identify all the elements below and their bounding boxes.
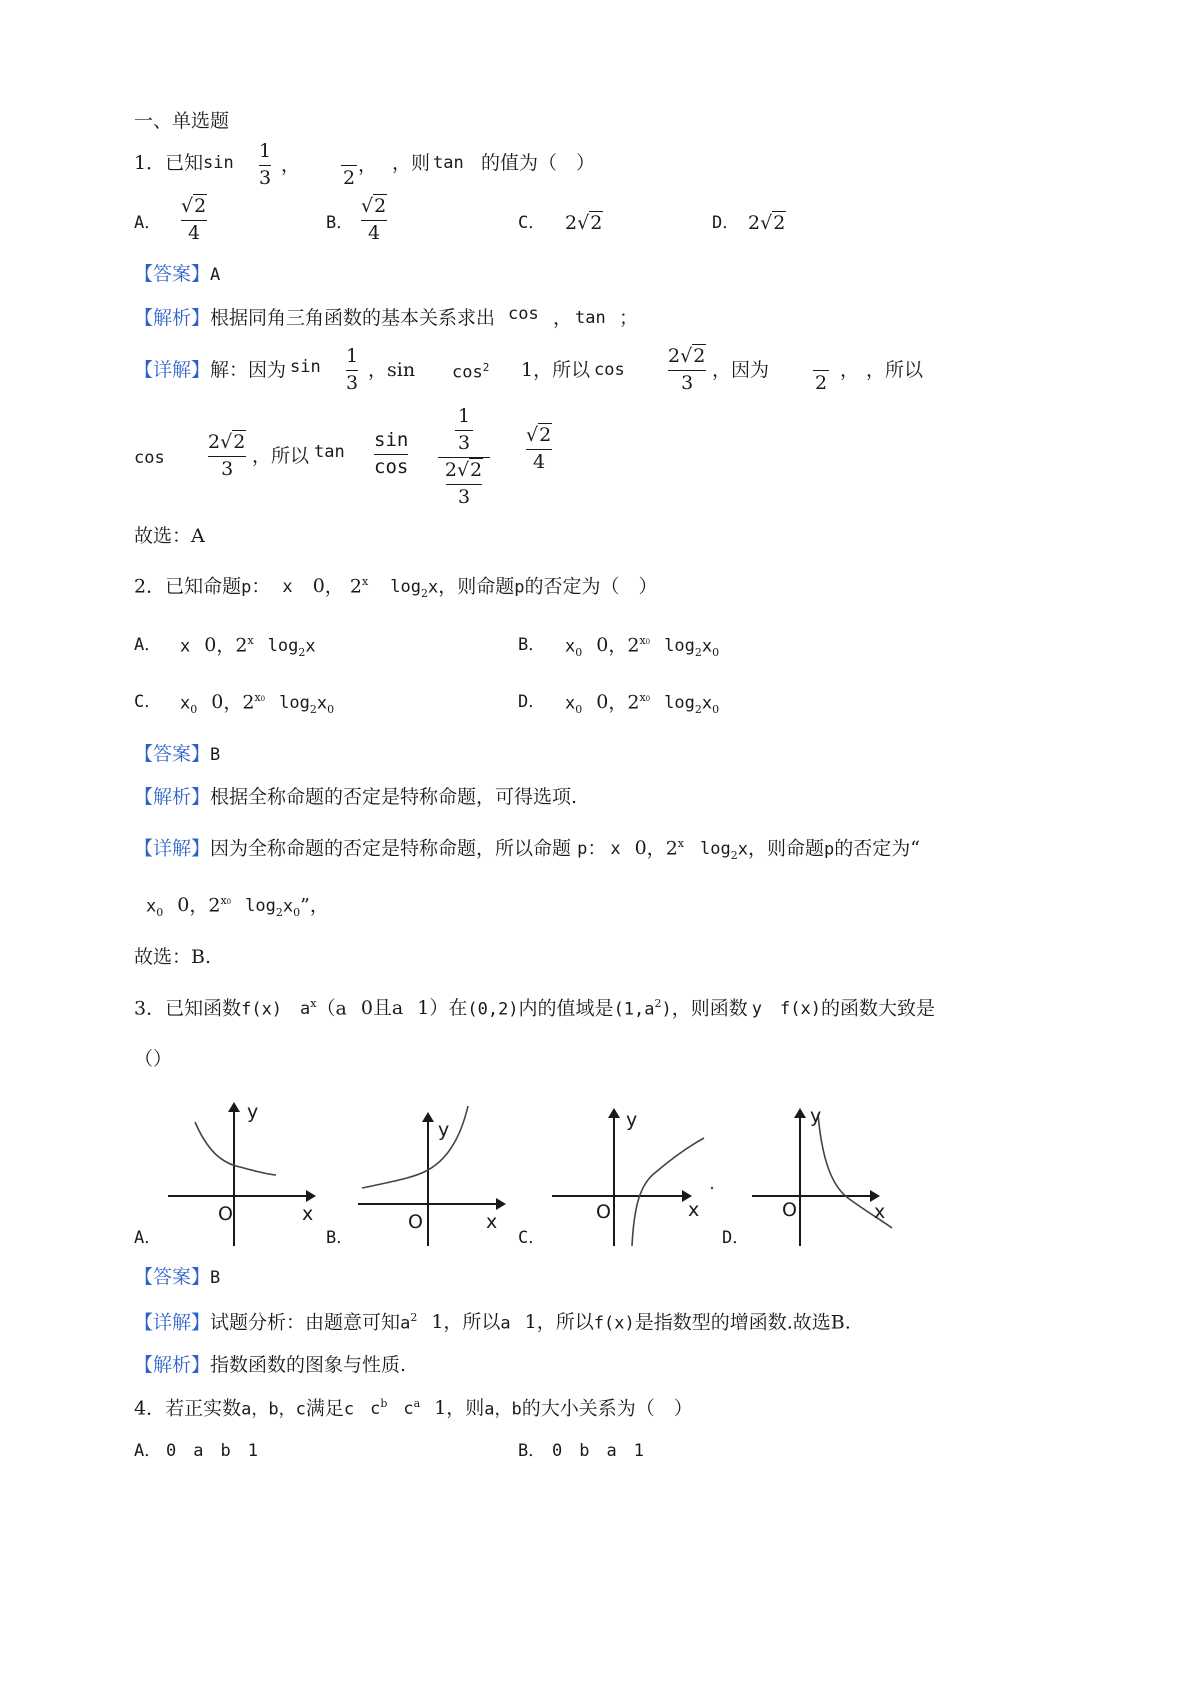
q1-detail-because: ，因为 xyxy=(712,359,770,381)
q3-a-axis-y: y xyxy=(247,1101,259,1123)
q1-analysis-comma: ， xyxy=(553,307,573,329)
q1-detail-cos2: $\cos^2$ xyxy=(452,361,490,383)
q1-line2-cos: cos xyxy=(134,448,165,468)
q1-option-c-value: 2√2 xyxy=(565,212,603,234)
q2-option-c-value: $x_0$ 0，$2^{x0}$ $\log_2x_0$ xyxy=(180,691,335,717)
q1-line2-sin-over-cos: sin cos xyxy=(374,429,409,478)
q1-frac-den: 3 xyxy=(259,166,272,189)
section-title: 一、单选题 xyxy=(134,110,230,132)
q1-tan: tan xyxy=(433,153,464,173)
q3-option-c-label: C． xyxy=(518,1228,546,1248)
q2-option-b-label: B． xyxy=(518,635,546,655)
q1-option-a-label: A． xyxy=(134,213,162,233)
q1-frac-num: 1 xyxy=(259,140,272,162)
q2-stem: 2．已知命题p： x 0， 2$^x$ $\log_2x$，则命题p的否定为（ ） xyxy=(134,575,658,601)
q1-detail-comma: ， xyxy=(840,359,860,381)
q1-then: ，则 xyxy=(392,152,431,174)
q4-option-a-label: A． xyxy=(134,1441,162,1461)
q1-detail-frac-one-third: 1 3 xyxy=(346,345,359,394)
q1-fraction-half xyxy=(341,141,357,190)
q3-graph-a xyxy=(160,1100,320,1250)
q1-conclusion: 故选：A xyxy=(134,525,205,547)
q2-answer: 【答案】B xyxy=(134,743,221,765)
q2-analysis: 【解析】根据全称命题的否定是特称命题，可得选项. xyxy=(134,786,578,808)
q3-graph-b xyxy=(350,1100,510,1250)
q3-b-axis-x: x xyxy=(486,1211,498,1233)
q4-option-b-value: 0 b a 1 xyxy=(552,1441,644,1461)
q3-d-axis-x: x xyxy=(874,1201,886,1223)
q3-analysis: 【解析】指数函数的图象与性质. xyxy=(134,1354,407,1376)
q1-line2-tan: tan xyxy=(314,442,345,462)
q1-half-den: 2 xyxy=(342,166,356,189)
q2-detail: 【详解】因为全称命题的否定是特称命题，所以命题 p： x 0，2$^x$ $\log_2x$，则命题p的否定为“ xyxy=(134,837,920,863)
q1-detail-one-so: 1，所以 xyxy=(521,359,591,381)
q3-a-origin: O xyxy=(218,1203,233,1225)
q1-fraction-one-third xyxy=(259,141,271,190)
q1-option-d-label: D． xyxy=(712,213,740,233)
q3-b-origin: O xyxy=(408,1211,423,1233)
q3-option-d-label: D． xyxy=(722,1228,750,1248)
q1-option-d-value: 2√2 xyxy=(748,212,786,234)
q1-comma-2: ， xyxy=(358,154,378,176)
q2-option-d-value: $x_0$ 0，$2^{x0}$ $\log_2x_0$ xyxy=(565,691,720,717)
q3-d-origin: O xyxy=(782,1199,797,1221)
q1-detail-sin2: ，sin xyxy=(368,359,416,381)
q1-option-a-value: √2 4 xyxy=(181,195,207,244)
q3-answer: 【答案】B xyxy=(134,1266,221,1288)
q1-option-b-value: √2 4 xyxy=(361,195,387,244)
q3-detail: 【详解】试题分析：由题意可知$a^2$ 1，所以a 1，所以f(x)是指数型的增函数.故选B. xyxy=(134,1311,851,1334)
q1-ask: 的值为（ ） xyxy=(481,152,596,174)
q1-line2-so: ，所以 xyxy=(252,445,310,467)
q2-option-c-label: C． xyxy=(134,692,162,712)
q2-option-a-label: A． xyxy=(134,635,162,655)
q1-stem-prefix: 1．已知 xyxy=(134,152,204,174)
q1-option-c-label: C． xyxy=(518,213,546,233)
q3-a-axis-x: x xyxy=(302,1203,314,1225)
q3-stem-line2: （） xyxy=(134,1048,173,1070)
q1-analysis-cos: cos xyxy=(508,304,539,324)
q1-detail-frac-2r2-3: 2√2 3 xyxy=(668,345,706,394)
q4-stem: 4．若正实数a，b，c满足c $c^b$ $c^a$ 1，则a，b的大小关系为（ ） xyxy=(134,1397,693,1420)
q1-answer: 【答案】A xyxy=(134,263,221,285)
q2-option-b-value: $x_0$ 0，$2^{x0}$ $\log_2x_0$ xyxy=(565,634,720,660)
q2-option-a-value: x 0，2$^x$ $\log_2x$ xyxy=(180,634,316,660)
q3-c-origin: O xyxy=(596,1201,611,1223)
q4-option-a-value: 0 a b 1 xyxy=(166,1441,258,1461)
q1-line2-result: √2 4 xyxy=(526,424,552,473)
q4-option-b-label: B． xyxy=(518,1441,546,1461)
q1-sin: sin xyxy=(203,153,234,173)
q3-stem: 3．已知函数f(x) $a^x(a$ 0且a 1）在(0,2)内的值域是$(1,a^2)$，则函数 y f(x)的函数大致是 xyxy=(134,997,935,1020)
q1-line2-complex-fraction: 1 3 2√2 3 xyxy=(438,406,490,508)
q2-option-d-label: D． xyxy=(518,692,546,712)
q2-detail-line2: $x_0$ 0，$2^{x0}$ $\log_2x_0$”， xyxy=(146,894,329,920)
q3-graph-c xyxy=(546,1100,716,1250)
q1-detail-frac-half: 2 xyxy=(814,371,828,394)
q1-comma: ， xyxy=(281,154,301,176)
q3-c-axis-y: y xyxy=(626,1109,638,1131)
q3-graph-d xyxy=(748,1100,908,1250)
q1-analysis-tan: tan xyxy=(575,308,606,328)
q1-line2-frac-2r2-3: 2√2 3 xyxy=(208,431,246,480)
q1-detail: 【详解】解：因为 xyxy=(134,359,287,381)
q1-analysis-end: ； xyxy=(619,307,639,329)
q1-detail-so: ，所以 xyxy=(866,359,924,381)
q2-conclusion: 故选：B. xyxy=(134,946,212,968)
q3-d-axis-y: y xyxy=(810,1105,822,1127)
q3-option-b-label: B． xyxy=(326,1228,354,1248)
q1-option-b-label: B． xyxy=(326,213,354,233)
q3-option-a-label: A． xyxy=(134,1228,162,1248)
q1-analysis: 【解析】根据同角三角函数的基本关系求出 xyxy=(134,307,496,329)
q1-detail-cos: cos xyxy=(594,360,625,380)
q1-detail-sin: sin xyxy=(290,357,321,377)
q3-c-axis-x: x xyxy=(688,1199,700,1221)
q3-b-axis-y: y xyxy=(438,1119,450,1141)
